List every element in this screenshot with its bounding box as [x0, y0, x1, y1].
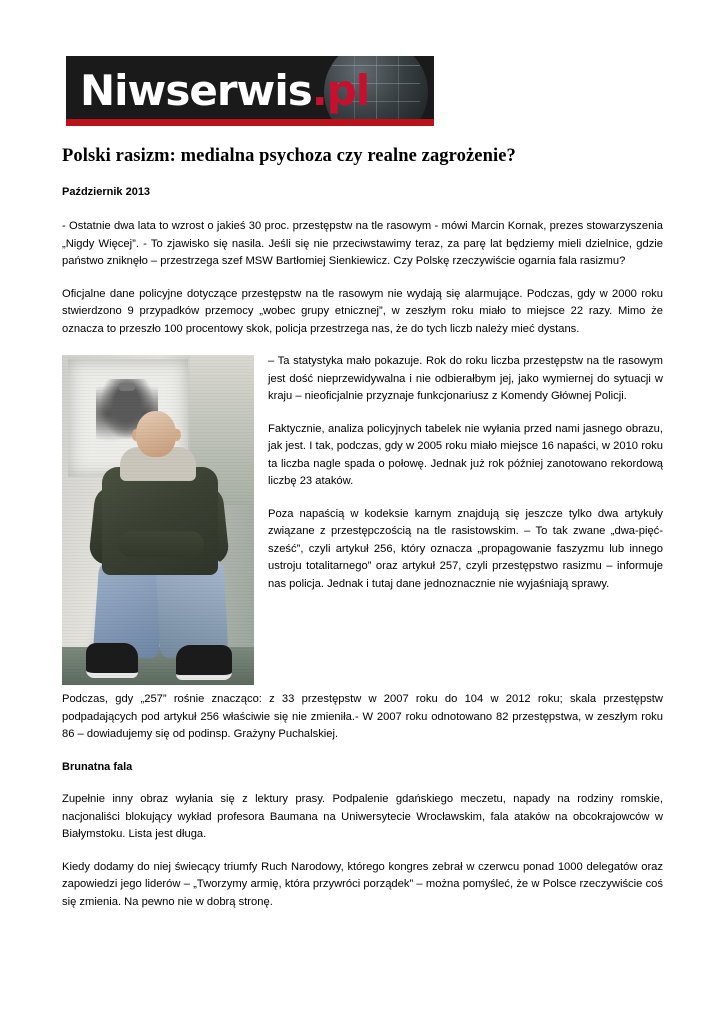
article-paragraph-4: Poza napaścią w kodeksie karnym znajdują się jeszcze tylko dwa artykuły związane z przestępczością na tle rasistowskim. – To tak zwane „dwa-pięć-sześć”, czyli artykuł 256, który oznacza „propagowanie faszyzmu lub innego ustroju totalitarnego” oraz artykuł 257, czyli przestępstwo rasizmu – informuje nas policja. Jednak i tutaj dane jednoznacznie nie wyjaśniają sprawy.	[268, 507, 663, 590]
article-lead: - Ostatnie dwa lata to wzrost o jakieś 30 proc. przestępstw na tle rasowym - mówi Marcin Kornak, prezes stowarzyszenia „Nigdy Więcej”. - To zjawisko się nasila. Jeśli się nie przeciwstawimy teraz, za parę lat będziemy mieli dzielnice, gdzie państwo zniknęło – przestrzega szef MSW Bartłomiej Sienkiewicz. Czy Polskę rzeczywiście ogarnia fala rasizmu?	[62, 220, 663, 267]
site-logo-main: Niwserwis	[80, 66, 312, 115]
article-paragraph-6: Zupełnie inny obraz wyłania się z lektury prasy. Podpalenie gdańskiego meczetu, napady na rodziny romskie, nacjonaliści blokujący wykład profesora Baumana na Uniwersytecie Wrocławskim, fala ataków na obcokrajowców w Białymstoku. Lista jest długa.	[62, 793, 663, 840]
article-paragraph-3: Faktycznie, analiza policyjnych tabelek nie wyłania przed nami jasnego obrazu, jak jest. I tak, podczas, gdy w 2005 roku miało miejsce 16 napaści, w 2010 roku ta liczba nagle spada o połowę. Jednak już rok później zanotowano rekordową liczbę 23 ataków.	[268, 422, 663, 487]
article-date: Październik 2013	[62, 185, 151, 198]
site-logo-text	[80, 64, 369, 118]
article-paragraph-7: Kiedy dodamy do niej świecący triumfy Ruch Narodowy, którego kongres zebrał w czerwcu ponad 1000 delegatów oraz zapowiedzi jego liderów – „Tworzymy armię, która przywróci porządek” – można pomyśleć, że w Polsce rzeczywiście coś się zmienia. Na pewno nie w dobrą stronę.	[62, 860, 663, 908]
article-subheading: Brunatna fala	[62, 760, 133, 773]
site-logo-banner	[66, 56, 434, 126]
person-head	[136, 411, 176, 457]
logo-underline	[66, 119, 434, 126]
article-paragraph-1: Oficjalne dane policyjne dotyczące przestępstw na tle rasowym nie wydają się alarmujące. Podczas, gdy w 2000 roku stwierdzono 9 przypadków przemocy „wobec grupy etnicznej”, w zeszłym roku miało to miejsce 22 razy. Mimo że oznacza to przeszło 100 procentowy skok, policja przestrzega nas, że do tych liczb należy mieć dystans.	[62, 287, 663, 335]
article-paragraph-5: Podczas, gdy „257” rośnie znacząco: z 33 przestępstw w 2007 roku do 104 w 2012 roku; skala przestępstw podpadających pod artykuł 256 właściwie się nie zmieniła.- W 2007 roku odnotowano 82 przestępstwa, w zeszłym roku 86 – dowiadujemy się od podinsp. Grażyny Puchalskiej.	[62, 693, 663, 740]
page-title: Polski rasizm: medialna psychoza czy realne zagrożenie?	[62, 146, 516, 166]
site-logo-accent: .pl	[311, 66, 370, 115]
article-paragraph-2: – Ta statystyka mało pokazuje. Rok do roku liczba przestępstw na tle rasowym jest dość nieprzewidywalna i nie odbierałbym jej, jako wymiernej do sytuacji w kraju – nieoficjalnie przyznaje funkcjonariusz z Komendy Głównej Policji.	[268, 355, 663, 402]
article-body	[62, 148, 663, 911]
article-photo	[62, 355, 254, 685]
